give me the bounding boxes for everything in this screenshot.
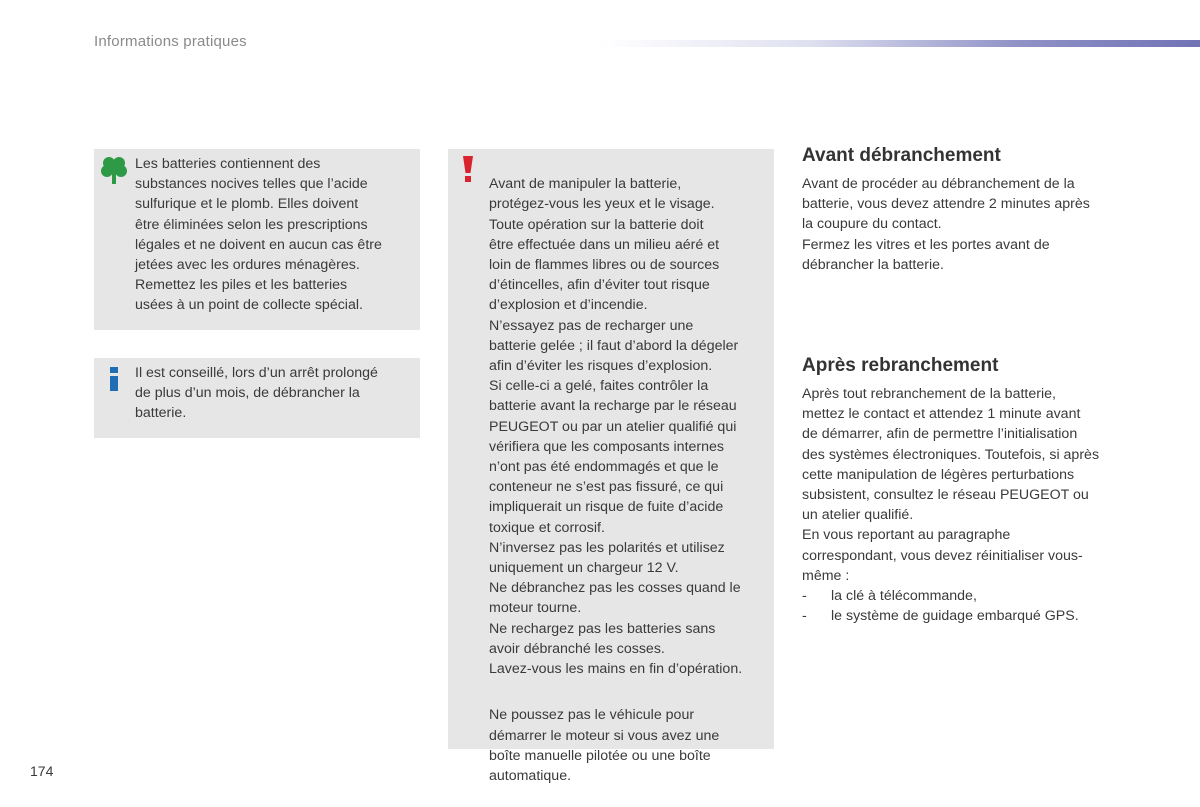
bullet-text: la clé à télécommande, xyxy=(831,588,977,605)
page-number: 174 xyxy=(30,763,54,779)
section-apres-body: Après tout rebranchement de la batterie, mettez le contact et attendez 1 minute avant de démarrer, afin de permettre l’initialisation des systèmes électroniques. Toutefois, si après cette manipulation de légères perturbations subsistent, consultez le réseau PEUGEOT ou un atelier qualifié. En vous reportant au paragraphe correspondant, vous devez réinitialiser vous- même : xyxy=(802,386,1100,584)
info-icon xyxy=(108,367,120,391)
bullet-dash: - xyxy=(802,588,807,605)
section-avant-title: Avant débranchement xyxy=(802,145,1001,166)
warning-paragraph-2: Ne poussez pas le véhicule pour démarrer le moteur si vous avez une boîte manuelle pilotée ou une boîte automatique. xyxy=(489,707,720,785)
bullet-text: le système de guidage embarqué GPS. xyxy=(831,608,1079,625)
tree-icon xyxy=(101,155,127,185)
section-apres-title: Après rebranchement xyxy=(802,355,999,376)
list-item xyxy=(802,606,1142,626)
warning-note-text xyxy=(489,154,766,807)
section-apres-rebranchement xyxy=(802,354,1142,626)
section-avant-body: Avant de procéder au débranchement de la batterie, vous devez attendre 2 minutes après la coupure du contact. Fermez les vitres et les portes avant de débrancher la batterie. xyxy=(802,176,1090,273)
warning-paragraph-1: Avant de manipuler la batterie, protégez-vous les yeux et le visage. Toute opération sur la batterie doit être effectuée dans un milieu aéré et loin de flammes libres ou de sources d’étincelles, afin d’éviter tout risque d’explosion et d’incendie. N’essayez pas de recharger une batterie gelée ; il faut d’abord la dégeler afin d’éviter les risques d’explosion. Si celle-ci a gelé, faites contrôler la batterie avant la recharge par le réseau PEUGEOT ou par un atelier qualifié qui vérifiera que les composants internes n’ont pas été endommagés et que le conteneur ne s’est pas fissuré, ce qui impliquerait un risque de fuite d’acide toxique et corrosif. N’inversez pas les polarités et utilisez uniquement un chargeur 12 V. Ne débranchez pas les cosses quand le moteur tourne. Ne rechargez pas les batteries sans avoir débranché les cosses. Lavez-vous les mains en fin d’opération. xyxy=(489,176,743,678)
warning-note xyxy=(448,149,774,785)
list-item xyxy=(802,586,1142,606)
section-avant-debranchement xyxy=(802,144,1142,275)
page-header-title: Informations pratiques xyxy=(94,33,247,50)
bullet-dash: - xyxy=(802,608,807,625)
info-note-text: Il est conseillé, lors d’un arrêt prolongé de plus d’un mois, de débrancher la batterie. xyxy=(135,365,378,422)
environment-note xyxy=(94,149,420,330)
header-accent-bar xyxy=(600,40,1200,47)
bullet-list xyxy=(802,586,1142,626)
exclamation-icon xyxy=(462,156,474,182)
environment-note-text: Les batteries contiennent des substances nocives telles que l’acide sulfurique et le plomb. Elles doivent être éliminées selon les prescriptions légales et ne doivent en aucun cas être jetées avec les ordures ménagères. Remettez les piles et les batteries usées à un point de collecte spécial. xyxy=(135,156,382,314)
info-note xyxy=(94,358,420,438)
